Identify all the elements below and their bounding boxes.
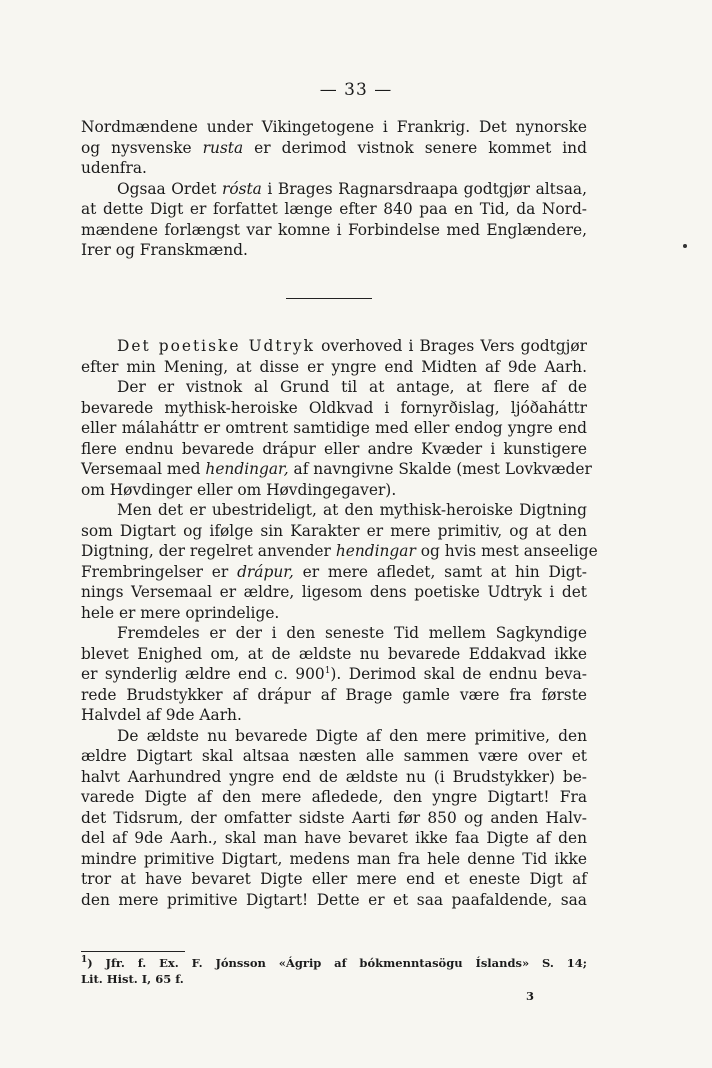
italic-term: hendingar — [335, 542, 416, 560]
text-line: det Tidsrum, der omfatter sidste Aarti før 850 og anden Halv- — [81, 808, 587, 827]
text-line: Der er vistnok al Grund til at antage, at flere af de — [117, 378, 587, 396]
text-line: at dette Digt er forfattet længe efter 840 paa en Tid, da Nord- — [81, 200, 587, 218]
text-line: bevarede mythisk-heroiske Oldkvad i fornyrðislag, ljóðaháttr — [81, 398, 587, 417]
text-line: mændene forlængst var komne i Forbindelse med Englændere, — [81, 220, 587, 239]
text-line: nings Versemaal er ældre, ligesom dens poetiske Udtryk i det — [81, 583, 587, 601]
text-line: varede Digte af den mere afledede, den yngre Digtart! Fra — [81, 788, 587, 806]
signature-mark: 3 — [525, 989, 534, 1003]
text-line: del af 9de Aarh., skal man have bevaret ikke faa Digte af den — [81, 829, 587, 847]
text-line: er synderlig ældre end c. $900^1$). Derimod skal de endnu beva- — [81, 665, 587, 683]
text-line: Frembringelser er drápur, er mere afledet, samt at hin Digt- — [81, 562, 587, 581]
text-line: hele er mere oprindelige. — [81, 603, 280, 622]
text-line: den mere primitive Digtart! Dette er et saa paafaldende, saa — [81, 890, 587, 909]
text-line: om Høvdinger eller om Høvdingegaver). — [81, 480, 397, 499]
text-line: halvt Aarhundred yngre end de ældste nu (i Brudstykker) be- — [81, 767, 587, 786]
text-line: De ældste nu bevarede Digte af den mere primitive, den — [117, 726, 587, 745]
text-line: Fremdeles er der i den seneste Tid mellem Sagkyndige — [117, 624, 587, 642]
footnote-marker: 1 — [81, 955, 88, 966]
italic-term: hendingar, — [205, 460, 289, 478]
text-line: Nordmændene under Vikingetogene i Frankrig. Det nynorske — [81, 118, 587, 136]
text-line: mindre primitive Digtart, medens man fra hele denne Tid ikke — [81, 849, 587, 868]
text-line: Men det er ubestrideligt, at den mythisk-heroiske Digtning — [117, 501, 587, 519]
page-number: — 33 — — [319, 80, 393, 100]
footnote — [81, 955, 587, 987]
italic-term: drápur, — [237, 562, 294, 581]
text-line: tror at have bevaret Digte eller mere end et eneste Digt af — [81, 870, 587, 888]
text-line: efter min Mening, at disse er yngre end Midten af 9de Aarh. — [81, 357, 587, 376]
text-line: blevet Enighed om, at de ældste nu bevarede Eddakvad ikke — [81, 644, 587, 663]
text-line: rede Brudstykker af drápur af Brage gamle være fra første — [81, 685, 587, 704]
text-line: Halvdel af 9de Aarh. — [81, 706, 242, 724]
text-line: Digtning, der regelret anvender hendingar og hvis mest anseelige — [81, 542, 598, 560]
footnote-line: Lit. Hist. I, 65 f. — [81, 972, 184, 986]
text-line: Versemaal med hendingar, af navngivne Skalde (mest Lovkvæder — [81, 460, 592, 478]
text-line: Det poetiske Udtryk overhoved i Brages Vers godtgjør — [117, 337, 588, 355]
section-divider — [286, 298, 372, 299]
text-line: Ogsaa Ordet rósta i Brages Ragnarsdraapa godtgjør altsaa, — [117, 179, 587, 198]
print-speck — [683, 244, 687, 248]
text-line: Irer og Franskmænd. — [81, 241, 248, 259]
footnote-divider — [81, 951, 185, 952]
italic-term: rósta — [221, 179, 262, 198]
footnote-ref: 1 — [324, 665, 331, 676]
text-line: som Digtart og ifølge sin Karakter er mere primitiv, og at den — [81, 521, 587, 540]
spaced-phrase: Det poetiske Udtryk — [117, 337, 315, 355]
footnote-line: $^1$) Jfr. f. Ex. F. Jónsson «Ágrip af bókmenntasögu Íslands» S. 14; — [81, 955, 587, 970]
text-line: udenfra. — [81, 159, 147, 177]
section-2-text — [81, 336, 598, 910]
text-line: ældre Digtart skal altsaa næsten alle sammen være over et — [81, 747, 587, 765]
text-line: flere endnu bevarede drápur eller andre Kvæder i kunstigere — [81, 439, 587, 458]
italic-term: rusta — [202, 138, 244, 157]
text-line: og nysvenske rusta er derimod vistnok senere kommet ind — [81, 138, 587, 157]
section-1-text — [81, 117, 587, 261]
text-line: eller málaháttr er omtrent samtidige med eller endog yngre end — [81, 419, 587, 437]
